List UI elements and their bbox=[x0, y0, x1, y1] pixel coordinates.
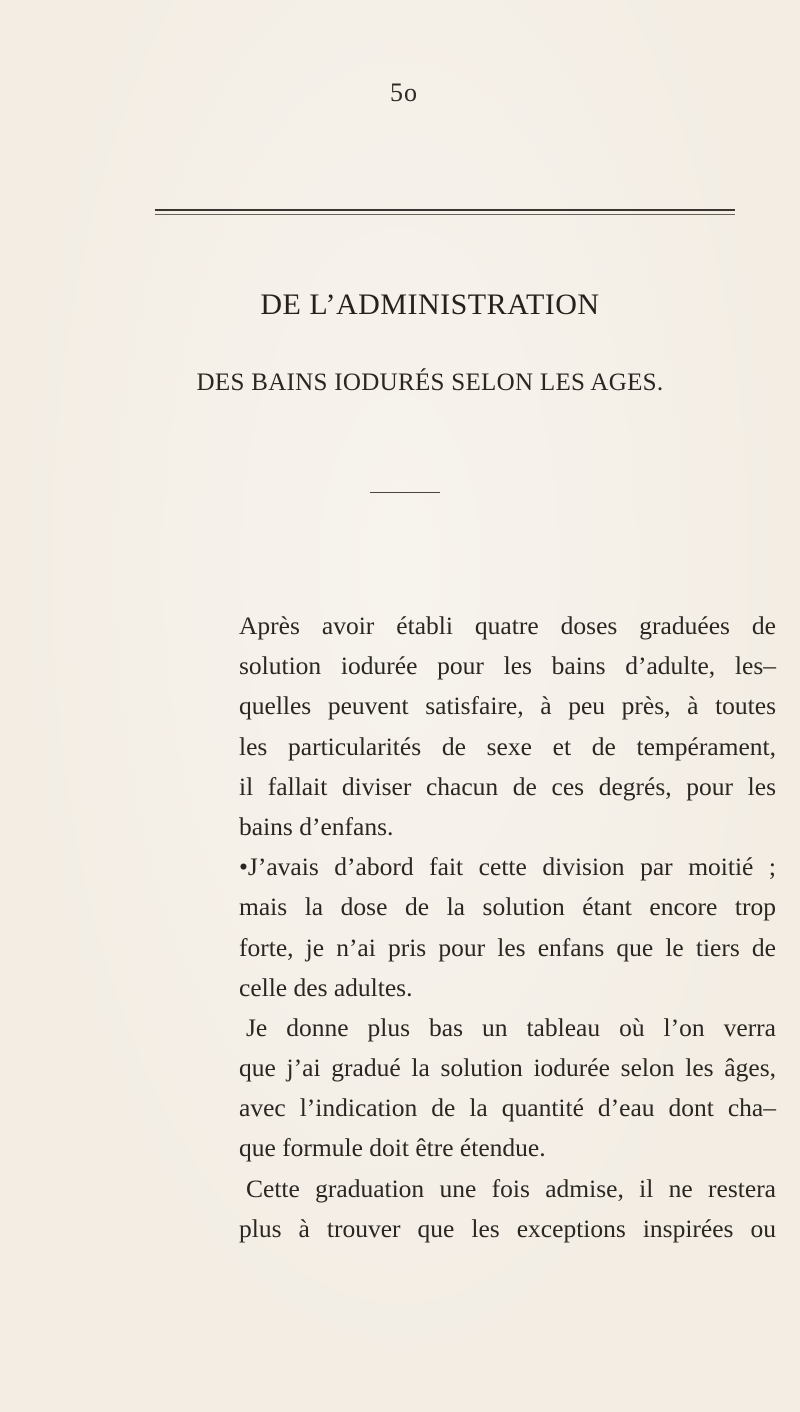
text-line: Je donne plus bas un tableau où l’on verra bbox=[246, 1012, 776, 1042]
text-line: avec l’indication de la quantité d’eau dont cha– bbox=[239, 1093, 776, 1123]
chapter-title: DE L’ADMINISTRATION bbox=[260, 288, 600, 321]
text-line: celle des adultes. bbox=[239, 972, 413, 1002]
text-line: quelles peuvent satisfaire, à peu près, à toutes bbox=[239, 691, 776, 721]
text-line: plus à trouver que les exceptions inspirées ou bbox=[239, 1213, 776, 1243]
text-line: bains d’enfans. bbox=[239, 811, 394, 841]
text-line: forte, je n’ai pris pour les enfans que le tiers de bbox=[239, 932, 776, 962]
header-rule-thin bbox=[155, 214, 735, 215]
text-line: les particularités de sexe et de tempérament, bbox=[239, 731, 776, 761]
text-line: mais la dose de la solution étant encore trop bbox=[239, 892, 776, 922]
text-line: Cette graduation une fois admise, il ne restera bbox=[246, 1173, 776, 1203]
header-rule bbox=[155, 209, 735, 211]
chapter-subtitle: DES BAINS IODURÉS SELON LES AGES. bbox=[196, 369, 664, 396]
body-text bbox=[239, 606, 776, 1249]
page-number: 5o bbox=[390, 78, 418, 107]
text-line: il fallait diviser chacun de ces degrés, pour les bbox=[239, 771, 776, 801]
text-line: que j’ai gradué la solution iodurée selon les âges, bbox=[239, 1053, 776, 1083]
text-line: •J’avais d’abord fait cette division par moitié ; bbox=[239, 852, 776, 882]
text-line: que formule doit être étendue. bbox=[239, 1133, 546, 1163]
section-divider bbox=[370, 492, 440, 493]
text-line: Après avoir établi quatre doses graduées de bbox=[239, 611, 776, 640]
text-line: solution iodurée pour les bains d’adulte, les– bbox=[239, 651, 776, 681]
